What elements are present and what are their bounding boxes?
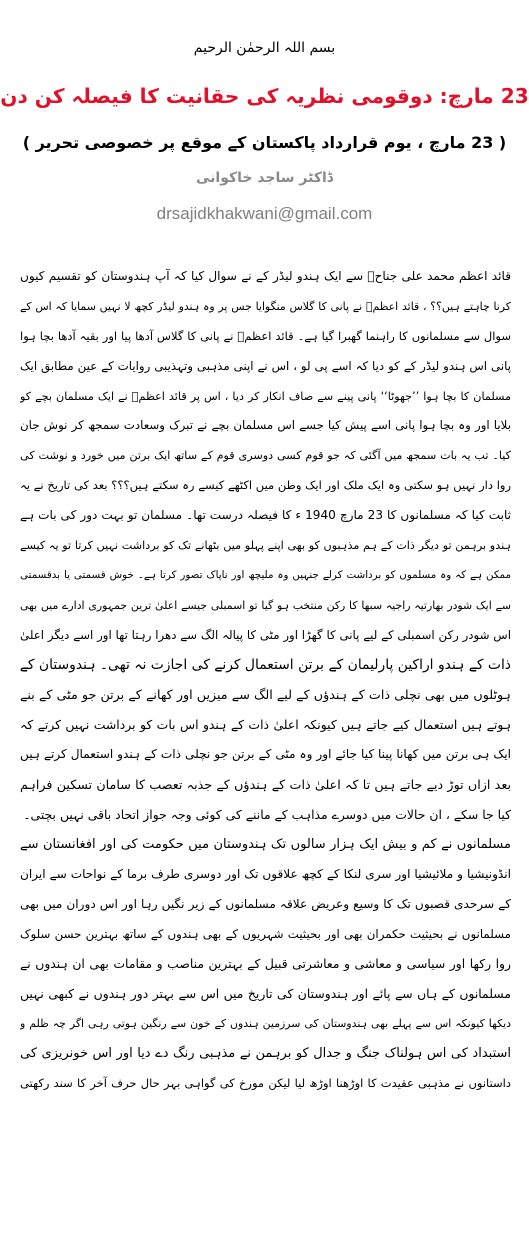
- body-line: کیا۔ تب یہ بات سمجھ میں آگئی کہ جو قوم کسی دوسری قوم کے ساتھ ایک برتن میں خورد و نوشت کی: [20, 449, 511, 463]
- body-line: روا دار نہیں ہو سکتی وہ ایک ملک اور ایک وطن میں اکٹھے کیسے رہ سکتے ہیں؟؟؟ بعد کی تاریخ نے یہ: [20, 478, 511, 493]
- body-line: ذات کے ہندو اراکین پارلیمان کے برتن استعمال کرنے کی اجازت نہ تھی۔ ہندوستان کے: [20, 656, 511, 673]
- article-title: 23 مارچ: دوقومی نظریہ کی حقانیت کا فیصلہ کن دن: [0, 84, 529, 108]
- body-line: سوال سے مسلمانوں کا راہنما گھبرا گیا ہے۔ قائد اعظمؒ نے پانی کا گلاس آدھا پیا اور بقیہ آدھا بچا ہوا: [20, 328, 511, 343]
- body-line: انڈونیشیا و ملائیشیا اور سری لنکا کے کچھ علاقوں تک اور دوسری طرف برما کے نواحات سے ایران: [20, 866, 511, 881]
- body-line: ہوتے ہیں استعمال کیے جاتے ہیں کیونکہ اعلیٰ ذات کے ہندو اس بات کو برداشت نہیں کرتے کہ: [20, 717, 511, 733]
- bismillah-heading: بسم اللہ الرحمٰن الرحیم: [193, 40, 336, 56]
- body-line: کے سرحدی قصبوں تک کا وسیع وعریض علاقہ مسلمانوں کے زیر نگیں رہا اور اس دوران میں بھی: [20, 896, 511, 911]
- body-line: بلایا اور وہ بچا ہوا پانی اسے پیش کیا جسے اس مسلمان بچے نے تبرک وسعادت سمجھ کر نوش جان: [20, 418, 511, 433]
- body-line: کیا جا سکے ، ان حالات میں دوسرے مذاہب کے ماننے کی کوئی وجہ جواز اتحاد باقی نہیں بچتی۔: [23, 807, 511, 823]
- body-line: قائد اعظم محمد علی جناحؒ سے ایک ہندو لیڈر کے نے سوال کیا کہ آپ ہندوستان کو تقسیم کیوں: [20, 269, 511, 283]
- body-line: پانی اس ہندو لیڈر کے کو دیا کہ اسے پی لو ، اس نے اپنی مذہبی وتہذیبی روایات کے عین مطابق ایک: [20, 358, 511, 373]
- body-line: مسلمانوں کے ہاں سے پائے اور ہندوستان کی تاریخ میں اس سے بہتر دور ہندوں نے کبھی نہیں: [20, 986, 511, 1002]
- body-line: ممکن ہے کہ وہ مسلموں کو برداشت کرلے جنہیں وہ ملیچھ اور ناپاک تصور کرتا ہے۔ خوش قسمتی یا بدقسمتی: [20, 568, 511, 581]
- article-subtitle: ( 23 مارچ ، یوم قرارداد پاکستان کے موقع پر خصوصی تحریر ): [22, 133, 507, 152]
- author-email[interactable]: drsajidkhakwani@gmail.com: [156, 204, 373, 223]
- body-line: داستانوں نے مذہبی عقیدت کا اوڑھنا اوڑھ لیا لیکن مورخ کی گواہی بہر حال حرف آخر کا سند رکھتی: [20, 1076, 511, 1091]
- body-line: ہندو برہمن تو دیگر ذات کے ہم مذہبوں کو بھی اپنے پہلو میں بٹھانے تک کو برداشت نہیں کرتا تو یہ کیسے: [20, 539, 511, 553]
- body-line: استبداد کی اس ہولناک جنگ و جدال کو برہمن نے مذہبی رنگ دے دیا اور اس خونریزی کی: [20, 1046, 511, 1062]
- body-line: ہوٹلوں میں بھی نچلی ذات کے ہندؤں کے لیے الگ سے میزیں اور کھانے کے برتن جو مٹی کے بنے: [20, 687, 511, 703]
- body-line: ایک ہی برتن میں کھانا پینا کیا جائے اور وہ مٹی کے برتن جو نچلی ذات کے ہندو استعمال کرتے ہیں: [20, 747, 511, 762]
- author-name: ڈاکٹر ساجد خاکوانی: [195, 170, 334, 186]
- body-line: روا رکھا اور سیاسی و معاشی و معاشرتی قبیل کے بہترین مناصب و مقامات بھی ان ہندوں نے: [20, 956, 511, 972]
- body-line: اس شودر رکن اسمبلی کے لیے پانی کا گھڑا اور مٹی کا پیالہ الگ سے دھرا رہتا تھا اور اسے دیگر اعلیٰ: [20, 627, 511, 642]
- body-line: کرنا چاہتے ہیں؟؟ ، قائد اعظمؒ نے پانی کا گلاس منگوایا جس پر وہ ہندو لیڈر کچھ لا نہیں سمایا کہ اس کے: [20, 299, 511, 313]
- body-line: مسلمانوں نے بحیثیت حکمران بھی اور بحیثیت شہریوں کے بھی ہندوں کے ساتھ بہترین حسن سلوک: [20, 926, 511, 941]
- body-line: ثابت کیا کہ مسلمانوں کا 23 مارچ 1940 ء کا فیصلہ درست تھا۔ مسلمان تو بہت دور کی بات ہے: [20, 508, 511, 523]
- body-line: دیکھا کیونکہ اس سے پہلے بھی ہندوستان کی سرزمین ہندوں کے خون سے رنگین ہوتی رہی اگر چہ ظلم و: [20, 1017, 511, 1031]
- article-body: [20, 262, 511, 1099]
- body-line: سے ایک شودر بھارتیہ راجیہ سبھا کا رکن منتخب ہو گیا تو اسمبلی جیسے اعلیٰ ترین جمہوری ادارے میں بھی: [20, 598, 511, 612]
- body-line: مسلمان کا بچا ہوا ’’جھوٹا‘‘ پانی پینے سے صاف انکار کر دیا ، اس پر قائد اعظمؒ نے ایک مسلمان بچے کو: [20, 389, 511, 403]
- body-line: مسلمانوں نے کم و بیش ایک ہزار سالوں تک ہندوستان میں حکومت کی اور افغانستان سے: [20, 836, 511, 852]
- body-line: بعد ازاں توڑ دیے جاتے ہیں تا کہ اعلیٰ ذات کے ہندؤں کے جذبہ تعصب کا سامان تسکین فراہم: [20, 777, 511, 793]
